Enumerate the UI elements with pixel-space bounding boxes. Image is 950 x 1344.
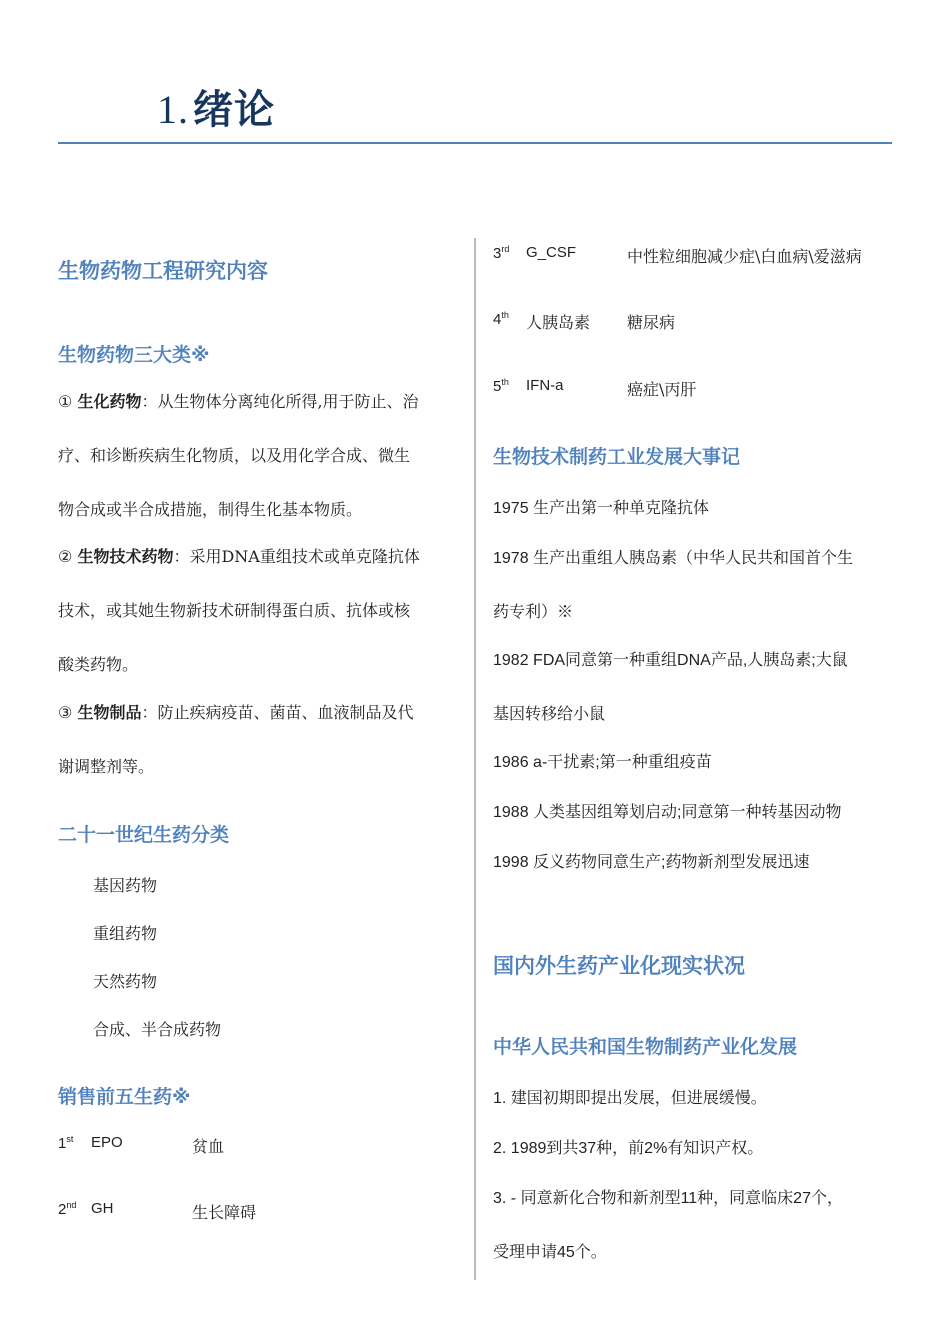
event-line: 基因转移给小鼠	[493, 704, 606, 723]
item3-line2: 谢调整剂等。	[58, 757, 155, 776]
rank: 5th	[493, 377, 509, 395]
item1-line1	[58, 375, 419, 429]
item2-marker: ②	[58, 547, 73, 566]
item2-line1	[58, 530, 420, 584]
item2-label: 生物技术药物	[77, 547, 174, 566]
drug-name: 人胰岛素	[526, 315, 591, 332]
title-rule	[58, 142, 892, 144]
item3-line1	[58, 686, 413, 740]
subsection-heading-three-types: 生物药物三大类※	[58, 344, 210, 366]
china-point: 1. 建国初期即提出发展，但进展缓慢。	[493, 1090, 767, 1107]
event-line: 1998 反义药物同意生产;药物新剂型发展迅速	[493, 854, 810, 871]
column-divider	[474, 238, 476, 1280]
drug-indication: 贫血	[192, 1137, 225, 1156]
item2-line3: 酸类药物。	[58, 655, 139, 674]
category-item: 基因药物	[93, 876, 158, 895]
title-number: 1.	[157, 87, 189, 132]
item2-line2: 技术，或其她生物新技术研制得蛋白质、抗体或核	[58, 601, 411, 620]
item1-sep: ：	[141, 392, 158, 411]
drug-name: IFN-a	[526, 377, 564, 394]
item3-marker: ③	[58, 703, 73, 722]
item2-sep: ：	[173, 547, 190, 566]
china-point: 3. - 同意新化合物和新剂型11种，同意临床27个，	[493, 1190, 843, 1207]
event-line: 1975 生产出第一种单克隆抗体	[493, 500, 710, 517]
section-heading-industrialization: 国内外生药产业化现实状况	[493, 954, 745, 978]
page-title	[157, 78, 275, 135]
drug-name: EPO	[91, 1134, 123, 1151]
drug-indication: 癌症\丙肝	[627, 380, 697, 399]
subsection-heading-top5: 销售前五生药※	[58, 1086, 191, 1108]
drug-indication: 生长障碍	[192, 1203, 257, 1222]
item3-sep: ：	[141, 703, 158, 722]
section-heading-research: 生物药物工程研究内容	[58, 259, 268, 283]
category-item: 重组药物	[93, 924, 158, 943]
china-point: 2. 1989到共37种，前2%有知识产权。	[493, 1140, 764, 1157]
rank: 4th	[493, 310, 509, 328]
drug-indication: 糖尿病	[627, 313, 676, 332]
drug-indication: 中性粒细胞减少症\白血病\爱滋病	[627, 247, 862, 266]
item1-line2: 疗、和诊断疾病生化物质，以及用化学合成、微生	[58, 446, 411, 465]
item1-label: 生化药物	[77, 392, 142, 411]
event-line: 1988 人类基因组筹划启动;同意第一种转基因动物	[493, 804, 842, 821]
item1-marker: ①	[58, 392, 73, 411]
drug-name: G_CSF	[526, 244, 577, 261]
china-point: 受理申请45个。	[493, 1244, 607, 1261]
event-line: 1982 FDA同意第一种重组DNA产品,人胰岛素;大鼠	[493, 652, 848, 669]
event-line: 1986 a-干扰素;第一种重组疫苗	[493, 754, 712, 771]
event-line: 药专利）※	[493, 602, 574, 621]
item1-text: 从生物体分离纯化所得,用于防止、治	[157, 392, 419, 411]
subsection-heading-china: 中华人民共和国生物制药产业化发展	[493, 1036, 798, 1058]
event-line: 1978 生产出重组人胰岛素（中华人民共和国首个生	[493, 550, 854, 567]
item3-label: 生物制品	[77, 703, 142, 722]
subsection-heading-events: 生物技术制药工业发展大事记	[493, 446, 741, 468]
rank: 3rd	[493, 244, 510, 262]
category-item: 合成、半合成药物	[93, 1020, 222, 1039]
rank: 1st	[58, 1134, 74, 1152]
item3-text: 防止疾病疫苗、菌苗、血液制品及代	[157, 703, 414, 722]
category-item: 天然药物	[93, 972, 158, 991]
title-text: 绪论	[193, 86, 275, 133]
rank: 2nd	[58, 1200, 77, 1218]
drug-name: GH	[91, 1200, 114, 1217]
subsection-heading-categories: 二十一世纪生药分类	[58, 824, 230, 846]
item2-text: 采用DNA重组技术或单克隆抗体	[189, 547, 420, 566]
item1-line3: 物合成或半合成措施，制得生化基本物质。	[58, 500, 363, 519]
